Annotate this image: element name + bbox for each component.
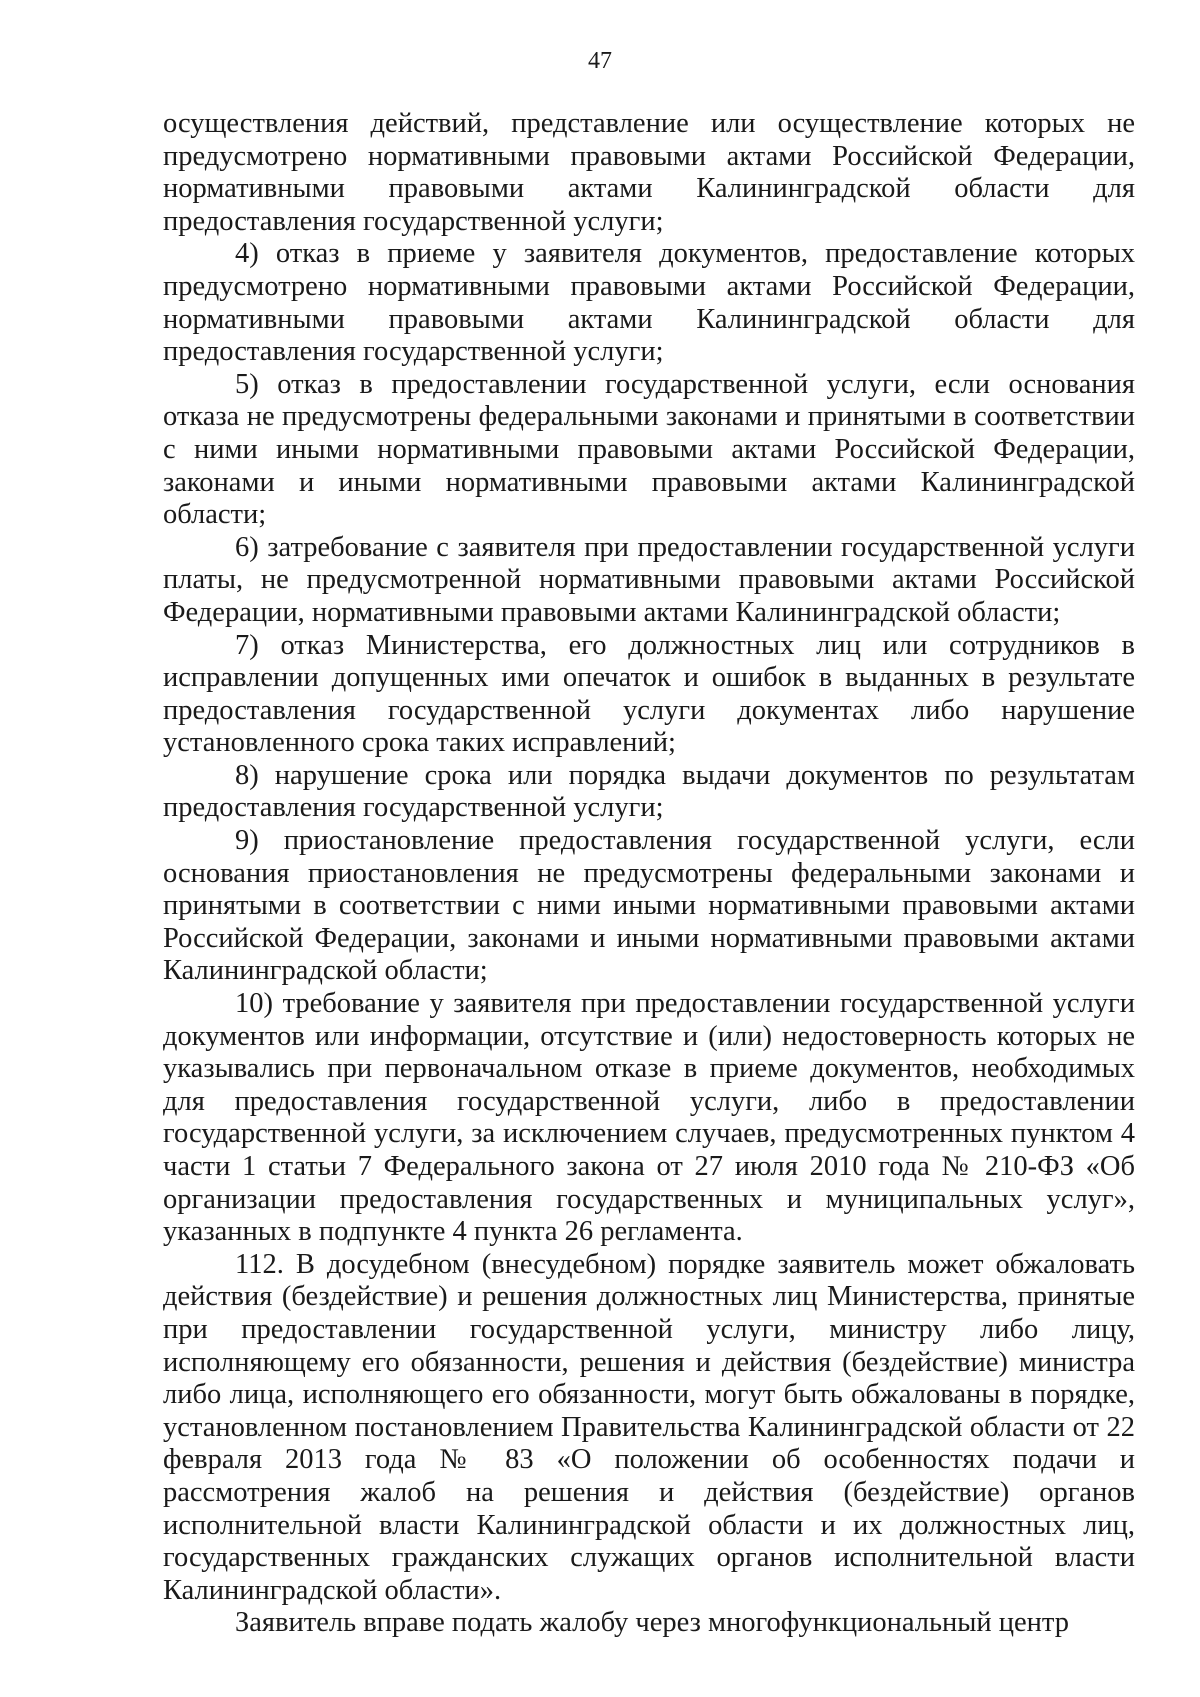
list-item-8: 8) нарушение срока или порядка выдачи документов по результатам предоставления государственной услуги; <box>163 759 1135 824</box>
list-item-10: 10) требование у заявителя при предоставлении государственной услуги документов или информации, отсутствие и (или) недостоверность которых не указывались при первоначальном отказе в приеме документов, необходимых для предоставления государственной услуги, либо в предоставлении государственной услуги, за исключением случаев, предусмотренных пунктом 4 части 1 статьи 7 Федерального закона от 27 июля 2010 года № 210-ФЗ «Об организации предоставления государственных и муниципальных услуг», указанных в подпункте 4 пункта 26 регламента. <box>163 988 1135 1248</box>
page-number: 47 <box>588 48 612 74</box>
section-112-paragraph: 112. В досудебном (внесудебном) порядке заявитель может обжаловать действия (бездействие) и решения должностных лиц Министерства, принятые при предоставлении государственной услуги, министру либо лицу, исполняющему его обязанности, решения и действия (бездействие) министра либо лица, исполняющего его обязанности, могут быть обжалованы в порядке, установленном постановлением Правительства Калининградской области от 22 февраля 2013 года № 83 «О положении об особенностях подачи и рассмотрения жалоб на решения и действия (бездействие) органов исполнительной власти Калининградской области и их должностных лиц, государственных гражданских служащих органов исполнительной власти Калининградской области». <box>163 1248 1135 1606</box>
list-item-6: 6) затребование с заявителя при предоставлении государственной услуги платы, не предусмотренной нормативными правовыми актами Российской Федерации, нормативными правовыми актами Калининградской области; <box>163 531 1135 628</box>
paragraph: Заявитель вправе подать жалобу через многофункциональный центр <box>235 1607 1069 1639</box>
document-body <box>163 108 1135 1640</box>
list-item-5: 5) отказ в предоставлении государственной услуги, если основания отказа не предусмотрены федеральными законами и принятыми в соответствии с ними иными нормативными правовыми актами Российской Федерации, законами и иными нормативными правовыми актами Калининградской области; <box>163 368 1135 531</box>
list-item-9: 9) приостановление предоставления государственной услуги, если основания приостановления не предусмотрены федеральными законами и принятыми в соответствии с ними иными нормативными правовыми актами Российской Федерации, законами и иными нормативными правовыми актами Калининградской области; <box>163 825 1135 987</box>
paragraph: осуществления действий, представление или осуществление которых не предусмотрено нормативными правовыми актами Российской Федерации, нормативными правовыми актами Калининградской области для предоставления государственной услуги; <box>163 108 1135 237</box>
list-item-7: 7) отказ Министерства, его должностных лиц или сотрудников в исправлении допущенных ими опечаток и ошибок в выданных в результате предоставления государственной услуги документах либо нарушение установленного срока таких исправлений; <box>163 629 1135 759</box>
list-item-4: 4) отказ в приеме у заявителя документов, предоставление которых предусмотрено нормативными правовыми актами Российской Федерации, нормативными правовыми актами Калининградской области для предоставления государственной услуги; <box>163 238 1135 368</box>
